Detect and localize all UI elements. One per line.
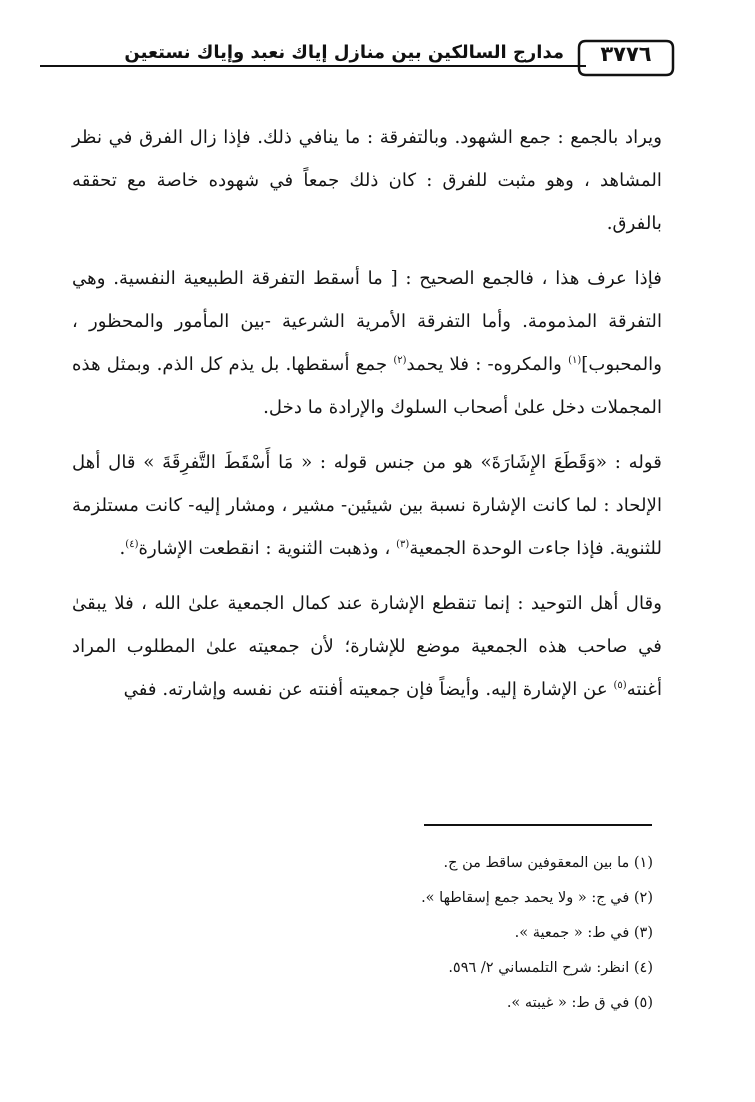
- paragraph-3-text-a: قوله : «وَقَطَعَ الإِشَارَةَ» هو من جنس قوله : « مَا أَسْقَطَ التَّفرِقَةَ » قال أهل الإلحاد : لما كانت الإشارة نسبة بين شيئين- مشير ، ومشار إليه- كانت مستلزمة للثنوية. فإذا جاءت الوحدة الجمعية: [72, 452, 662, 559]
- paragraph-2-text-b: والمكروه- : فلا يحمد: [406, 354, 569, 375]
- footnote-ref-2[interactable]: (٢): [393, 354, 407, 366]
- paragraph-2-text-a: فإذا عرف هذا ، فالجمع الصحيح : [ ما أسقط التفرقة الطبيعية النفسية. وهي التفرقة المذمومة. وأما التفرقة الأمرية الشرعية -بين المأمور والمحظور ، والمحبوب]: [72, 268, 663, 375]
- main-text: [72, 116, 662, 723]
- footnote-separator: [424, 824, 652, 826]
- paragraph-4: [72, 582, 662, 711]
- footnote-ref-3[interactable]: (٣): [396, 538, 410, 550]
- running-title: مدارج السالكين بين منازل إياك نعبد وإياك نستعين: [124, 42, 564, 63]
- footnote-5: (٥) في ق ط: « غيبته ».: [506, 995, 653, 1011]
- paragraph-3-text-b: ، وذهبت الثنوية : انقطعت الإشارة: [138, 538, 397, 559]
- page-number-badge: [576, 36, 676, 80]
- paragraph-2-text-c: جمع أسقطها. بل يذم كل الذم. وبمثل هذه المجملات دخل علىٰ أصحاب السلوك والإرادة ما دخل.: [72, 354, 662, 418]
- paragraph-4-text-b: عن الإشارة إليه. وأيضاً فإن جمعيته أفنته عن نفسه وإشارته. ففي: [123, 679, 614, 700]
- footnote-4: (٤) انظر: شرح التلمساني ٢/ ٥٩٦.: [448, 960, 653, 976]
- paragraph-4-text-a: وقال أهل التوحيد : إنما تنقطع الإشارة عند كمال الجمعية علىٰ الله ، فلا يبقىٰ في صاحب هذه الجمعية موضع للإشارة؛ لأن جمعيته علىٰ المطلوب المراد أغنته: [72, 593, 662, 700]
- header-rule: [40, 65, 586, 67]
- footnote-ref-4[interactable]: (٤): [125, 538, 139, 550]
- footnote-ref-1[interactable]: (١): [568, 354, 582, 366]
- footnote-2: (٢) في ج: « ولا يحمد جمع إسقاطها ».: [421, 890, 653, 906]
- paragraph-3: [72, 441, 662, 570]
- page-header: [40, 36, 676, 80]
- paragraph-1: [72, 116, 662, 245]
- footnote-3: (٣) في ط: « جمعية ».: [514, 925, 653, 941]
- paragraph-1-text: ويراد بالجمع : جمع الشهود. وبالتفرقة : ما ينافي ذلك. فإذا زال الفرق في نظر المشاهد ، وهو مثبت للفرق : كان ذلك جمعاً في شهوده خاصة مع تحققه بالفرق.: [72, 127, 662, 234]
- footnotes: [183, 846, 653, 1021]
- footnote-1: (١) ما بين المعقوفين ساقط من ج.: [443, 855, 653, 871]
- footnote-ref-5[interactable]: (٥): [613, 679, 627, 691]
- paragraph-2: [72, 257, 662, 429]
- page-number: ٣٧٧٦: [600, 42, 652, 66]
- paragraph-3-text-c: .: [119, 538, 126, 559]
